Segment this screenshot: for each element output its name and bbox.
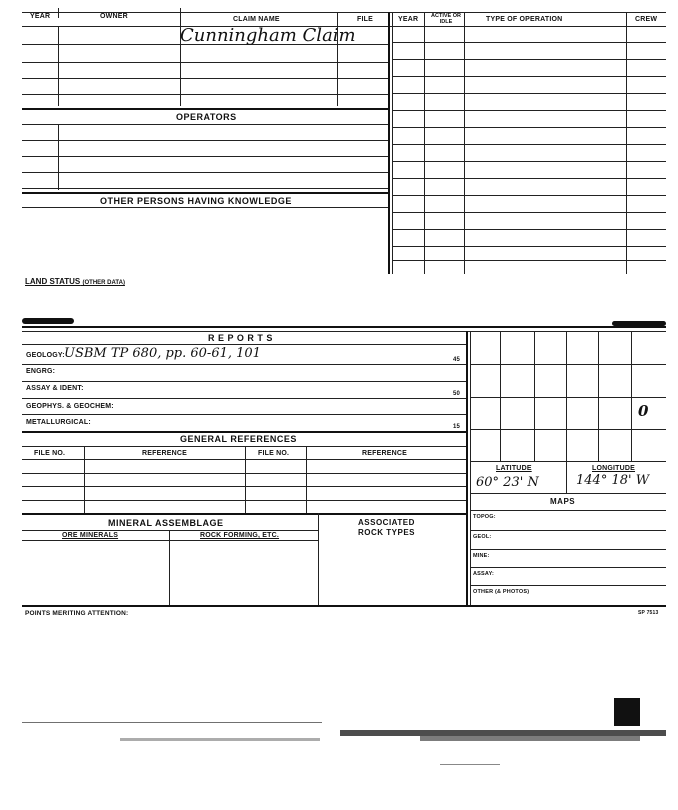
rock-types-label: ROCK TYPES [358,528,416,537]
maps-heading: MAPS [550,497,576,506]
header-year: YEAR [30,13,51,20]
longitude-value: 144° 18' W [576,473,650,488]
header-year-2: YEAR [398,16,419,23]
reports-heading: R E P O R T S [208,333,273,343]
num-50: 50 [453,391,461,397]
land-status-sublabel: (OTHER DATA) [82,280,125,286]
operators-heading: OPERATORS [176,112,237,122]
geophys-label: GEOPHYS. & GEOCHEM: [26,403,114,410]
geology-label: GEOLOGY: [26,352,65,359]
general-references-heading: GENERAL REFERENCES [180,434,297,444]
maps-geol-label: GEOL: [473,534,492,540]
header-claim-name: CLAIM NAME [233,16,280,23]
land-status-label: LAND STATUS [25,277,81,286]
maps-mine-label: MINE: [473,553,490,559]
header-type-of-operation: TYPE OF OPERATION [486,16,563,23]
ore-minerals-label: ORE MINERALS [62,532,119,539]
col-file-no-2: FILE NO. [258,450,290,457]
header-active-or-idle: ACTIVE OR IDLE [431,13,461,25]
associated-label: ASSOCIATED [358,518,415,527]
num-15: 15 [453,424,461,430]
rock-forming-label: ROCK FORMING, ETC. [200,532,280,539]
latitude-label: LATITUDE [496,465,532,472]
col-file-no-1: FILE NO. [34,450,66,457]
land-status-heading [25,277,125,286]
other-persons-heading: OTHER PERSONS HAVING KNOWLEDGE [100,196,292,206]
engrg-label: ENGRG: [26,368,56,375]
maps-topog-label: TOPOG: [473,514,496,520]
header-file: FILE [357,16,373,23]
header-owner: OWNER [100,13,128,20]
latitude-value: 60° 23' N [476,475,539,490]
maps-other-label: OTHER (& PHOTOS) [473,589,530,595]
maps-assay-label: ASSAY: [473,571,495,577]
mineral-assemblage-heading: MINERAL ASSEMBLAGE [108,518,224,528]
metallurgical-label: METALLURGICAL: [26,419,91,426]
geology-value: USBM TP 680, pp. 60-61, 101 [64,346,261,361]
form-number: SP 7513 [638,610,659,616]
num-45: 45 [453,357,461,363]
header-crew: CREW [635,16,658,23]
grid-mark: 0 [638,402,649,420]
points-meriting-attention: POINTS MERITING ATTENTION: [25,610,129,617]
col-reference-2: REFERENCE [362,450,407,457]
longitude-label: LONGITUDE [592,465,636,472]
assay-ident-label: ASSAY & IDENT: [26,385,84,392]
claim-name-value: Cunningham Claim [180,25,356,46]
col-reference-1: REFERENCE [142,450,187,457]
